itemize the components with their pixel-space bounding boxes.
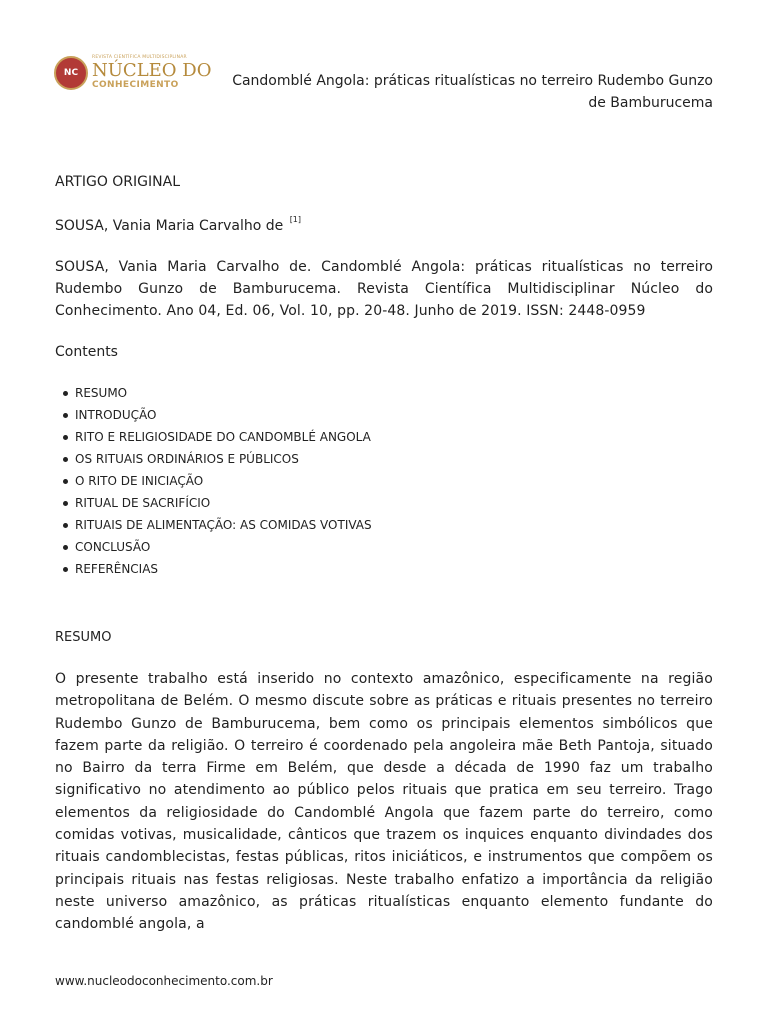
- toc-item-rituais-alimentacao[interactable]: RITUAIS DE ALIMENTAÇÃO: AS COMIDAS VOTIVAS: [55, 514, 713, 536]
- logo-main-text: NÚCLEO DO: [92, 59, 212, 81]
- article-type: ARTIGO ORIGINAL: [55, 174, 180, 190]
- toc-item-resumo[interactable]: RESUMO: [55, 382, 713, 404]
- table-of-contents: [55, 382, 713, 580]
- resumo-heading: RESUMO: [55, 630, 112, 645]
- journal-logo[interactable]: [54, 54, 212, 92]
- author-line: [55, 210, 713, 236]
- toc-item-rituais-ordinarios[interactable]: OS RITUAIS ORDINÁRIOS E PÚBLICOS: [55, 448, 713, 470]
- article-body: [55, 172, 713, 936]
- toc-item-conclusao[interactable]: CONCLUSÃO: [55, 536, 713, 558]
- contents-title: Contents: [55, 344, 118, 360]
- logo-seal-icon: NC: [54, 56, 88, 90]
- author-footnote-link[interactable]: [1]: [289, 215, 302, 224]
- toc-item-rito-iniciacao[interactable]: O RITO DE INICIAÇÃO: [55, 470, 713, 492]
- toc-item-rito-religiosidade[interactable]: RITO E RELIGIOSIDADE DO CANDOMBLÉ ANGOLA: [55, 426, 713, 448]
- running-header-title: [213, 70, 713, 114]
- logo-top-text: REVISTA CIENTÍFICA MULTIDISCIPLINAR: [92, 55, 187, 61]
- header-title-line-1: Candomblé Angola: práticas ritualísticas no terreiro Rudembo Gunzo: [232, 73, 713, 89]
- citation-text: SOUSA, Vania Maria Carvalho de. Candomblé Angola: práticas ritualísticas no terreiro Rudembo Gunzo de Bamburucema. Revista Científica Multidisciplinar Núcleo do Conhecimento. Ano 04, Ed. 06, Vol. 10, pp. 20-48. Junho de 2019. ISSN: 2448-0959: [55, 259, 713, 319]
- logo-wordmark: [92, 56, 211, 90]
- resumo-text: O presente trabalho está inserido no contexto amazônico, especificamente na região metropolitana de Belém. O mesmo discute sobre as práticas e rituais presentes no terreiro Rudembo Gunzo de Bamburucema, bem como os principais elementos simbólicos que fazem parte da religião. O terreiro é coordenado pela angoleira mãe Beth Pantoja, situado no Bairro da terra Firme em Belém, que desde a década de 1990 faz um trabalho significativo no atendimento ao público pelos rituais que pratica em seu terreiro. Trago elementos da religiosidade do Candomblé Angola que fazem parte do terreiro, como comidas votivas, musicalidade, cânticos que trazem os inquices enquanto divindades dos rituais candomblecistas, festas públicas, ritos iniciáticos, e instrumentos que compõem os principais rituais nas festas religiosas. Neste trabalho enfatizo a importância da religião neste universo amazônico, as práticas ritualísticas enquanto elemento fundante do candomblé angola, a: [55, 671, 713, 933]
- toc-item-ritual-sacrificio[interactable]: RITUAL DE SACRIFÍCIO: [55, 492, 713, 514]
- author-name: SOUSA, Vania Maria Carvalho de: [55, 218, 284, 234]
- toc-item-introducao[interactable]: INTRODUÇÃO: [55, 404, 713, 426]
- toc-item-referencias[interactable]: REFERÊNCIAS: [55, 558, 713, 580]
- logo-sub-text: CONHECIMENTO: [92, 79, 179, 90]
- footer-url[interactable]: www.nucleodoconhecimento.com.br: [55, 974, 273, 988]
- header-title-line-2: de Bamburucema: [588, 95, 713, 111]
